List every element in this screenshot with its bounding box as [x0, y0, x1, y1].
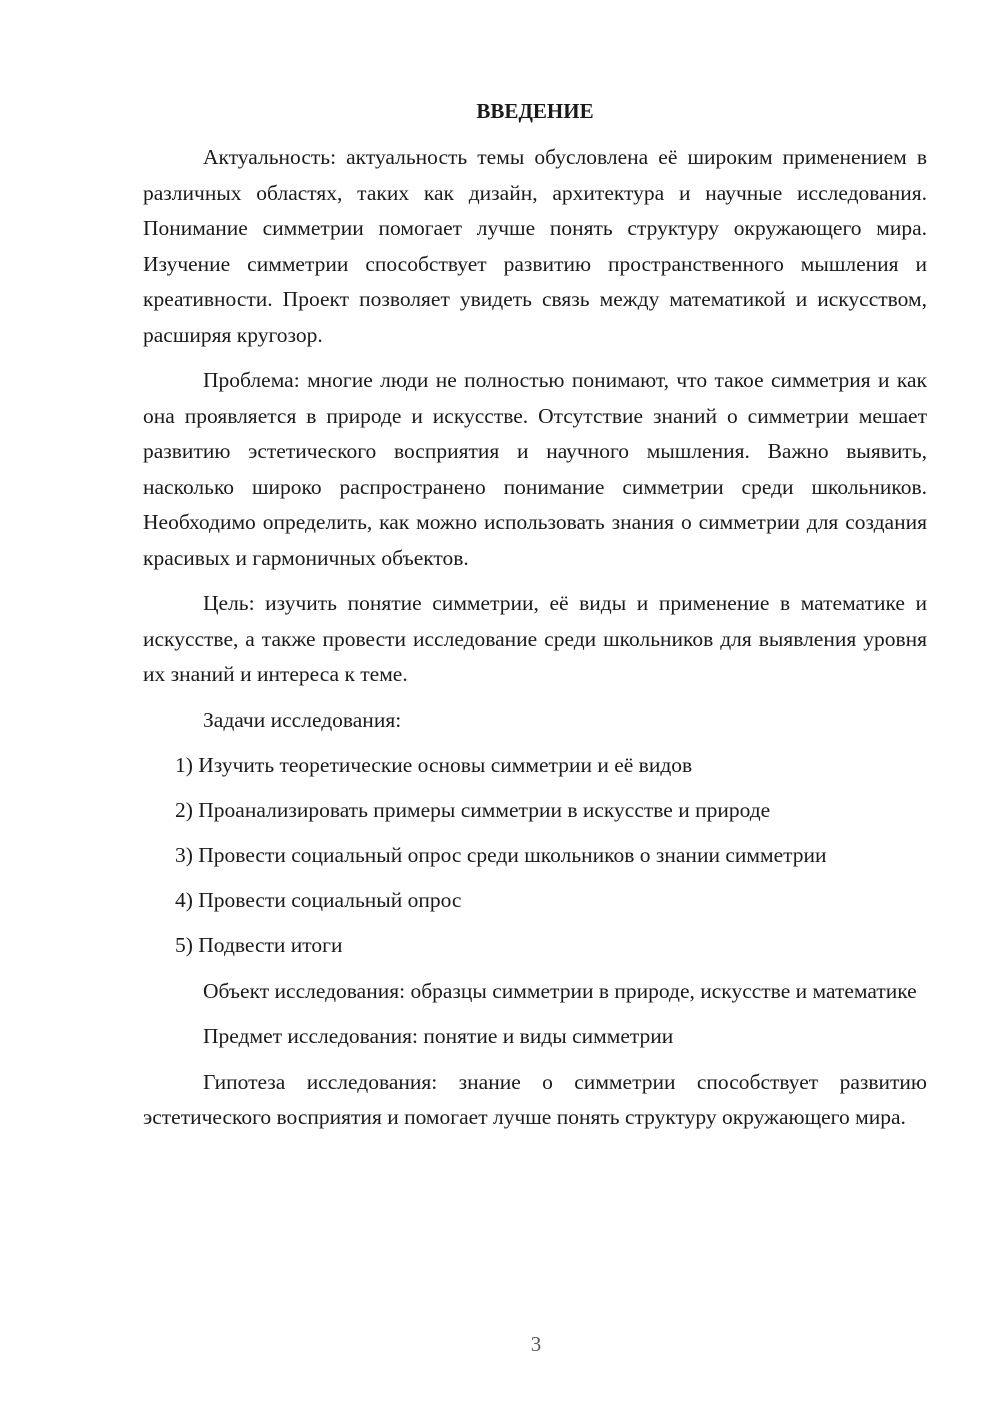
- object-paragraph: Объект исследования: образцы симметрии в природе, искусстве и математике: [203, 978, 917, 1003]
- hypothesis-paragraph: Гипотеза исследования: знание о симметрии способствует развитию эстетического восприятия и помогает лучше понять структуру окружающего мира.: [143, 1069, 927, 1129]
- subject-paragraph: Предмет исследования: понятие и виды симметрии: [203, 1024, 674, 1048]
- page-content: [143, 96, 927, 1146]
- task-item: 5) Подвести итоги: [175, 933, 343, 957]
- task-item: 3) Провести социальный опрос среди школьников о знании симметрии: [175, 843, 827, 867]
- relevance-paragraph: Актуальность: актуальность темы обусловлена её широким применением в различных областях, таких как дизайн, архитектура и научные исследования. Понимание симметрии помогает лучше понять структуру окружающего мира. Изучение симметрии способствует развитию пространственного мышления и креативности. Проект позволяет увидеть связь между математикой и искусством, расширяя кругозор.: [143, 145, 927, 347]
- task-list: [143, 748, 927, 964]
- goal-paragraph: Цель: изучить понятие симметрии, её виды и применение в математике и искусстве, а также провести исследование среди школьников для выявления уровня их знаний и интереса к теме.: [143, 591, 927, 686]
- tasks-heading: Задачи исследования:: [203, 707, 402, 732]
- task-item: 2) Проанализировать примеры симметрии в искусстве и природе: [175, 798, 771, 822]
- task-item: 1) Изучить теоретические основы симметрии и её видов: [175, 753, 693, 777]
- problem-paragraph: Проблема: многие люди не полностью понимают, что такое симметрия и как она проявляется в природе и искусстве. Отсутствие знаний о симметрии мешает развитию эстетического восприятия и научного мышления. Важно выявить, насколько широко распространено понимание симметрии среди школьников. Необходимо определить, как можно использовать знания о симметрии для создания красивых и гармоничных объектов.: [143, 368, 927, 570]
- task-item: 4) Провести социальный опрос: [175, 888, 462, 912]
- page-title: ВВЕДЕНИЕ: [476, 99, 594, 123]
- page-number: 3: [530, 1332, 542, 1356]
